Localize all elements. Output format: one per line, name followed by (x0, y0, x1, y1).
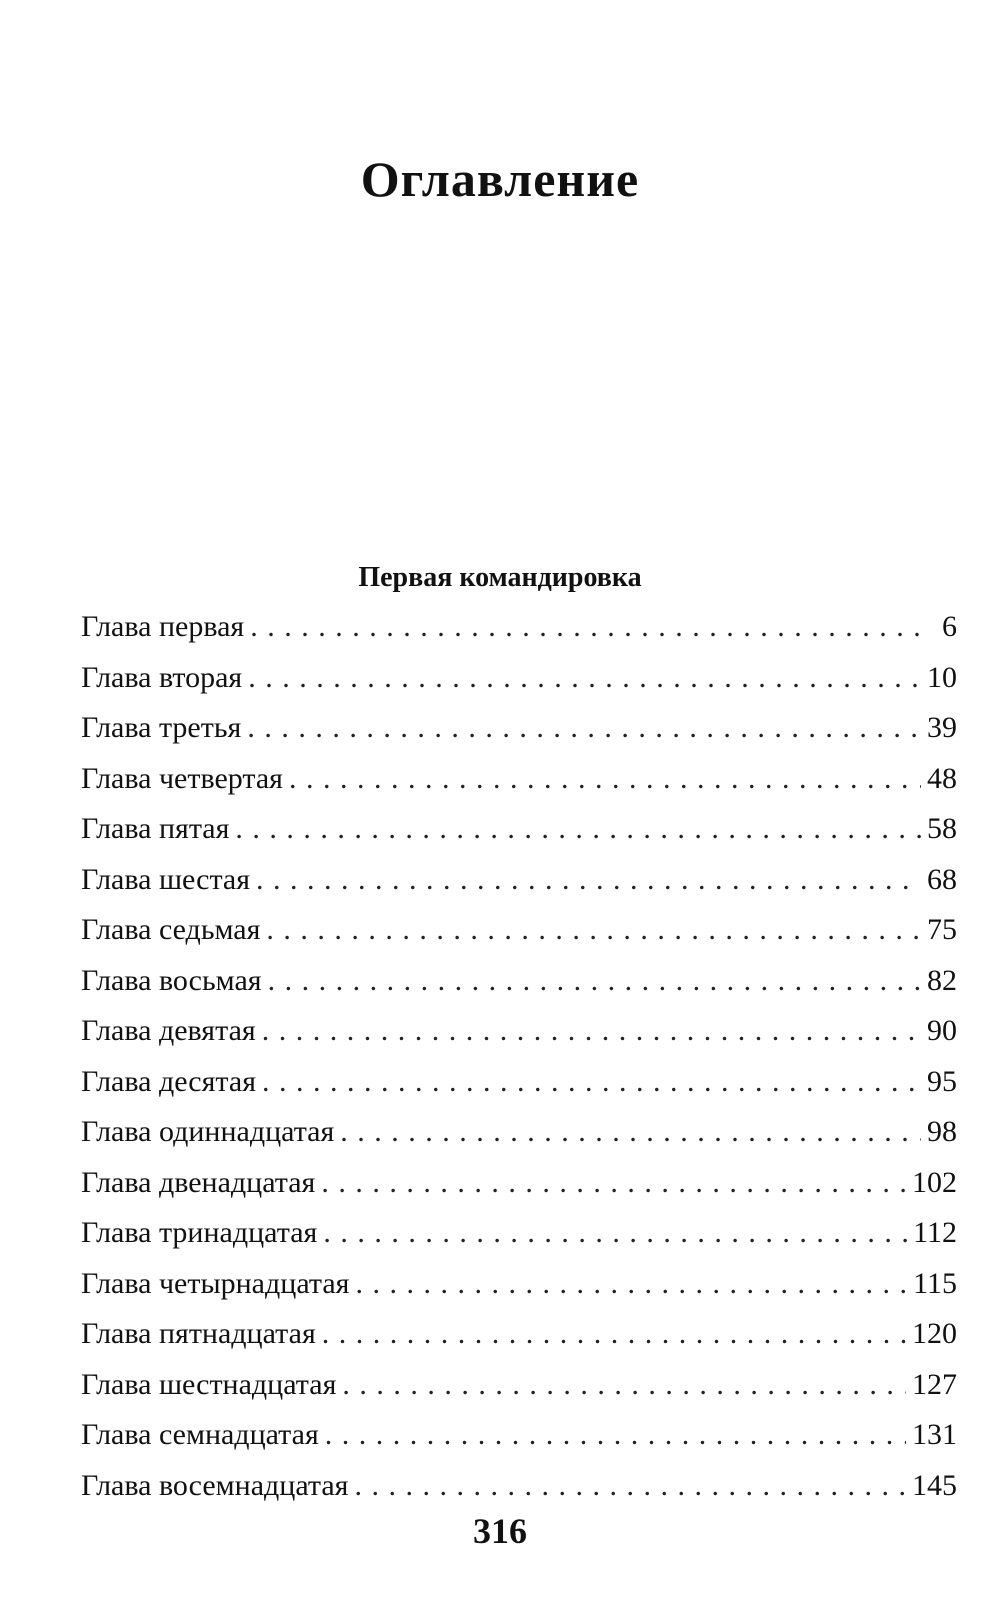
toc-entry-page: 120 (912, 1317, 957, 1350)
toc-entry (81, 762, 957, 813)
toc-entry (81, 1368, 957, 1419)
toc-entry-page: 98 (927, 1115, 957, 1148)
toc-entry-page: 102 (912, 1165, 957, 1199)
toc-entry (81, 1418, 957, 1469)
toc-entry-label: Глава четырнадцатая (81, 1266, 350, 1300)
toc-entry-page: 10 (927, 660, 957, 694)
dot-leader (250, 610, 925, 644)
toc-entry-label: Глава тринадцатая (81, 1216, 318, 1249)
table-of-contents (81, 610, 957, 1519)
toc-entry (81, 913, 957, 964)
toc-entry (81, 1317, 957, 1368)
toc-entry-label: Глава пятнадцатая (81, 1317, 316, 1350)
dot-leader (268, 964, 921, 998)
toc-entry-label: Глава шестнадцатая (81, 1367, 337, 1401)
dot-leader (266, 913, 921, 947)
toc-entry-page: 39 (927, 711, 957, 744)
toc-entry-label: Глава восьмая (81, 963, 262, 997)
toc-entry-page: 48 (927, 761, 957, 795)
toc-entry-page: 112 (913, 1216, 957, 1249)
page-title: Оглавление (360, 151, 640, 207)
dot-leader (256, 863, 921, 897)
toc-entry-page: 58 (927, 812, 957, 845)
toc-entry (81, 1267, 957, 1318)
toc-entry (81, 661, 957, 712)
toc-entry (81, 863, 957, 914)
toc-entry (81, 812, 957, 863)
toc-entry (81, 964, 957, 1015)
toc-entry-page: 90 (927, 1014, 957, 1047)
section-title: Первая командировка (358, 562, 642, 593)
toc-entry (81, 711, 957, 762)
toc-entry (81, 1014, 957, 1065)
dot-leader (342, 1368, 906, 1402)
toc-entry-label: Глава пятая (81, 812, 230, 845)
toc-entry-label: Глава третья (81, 711, 242, 744)
dot-leader (248, 661, 921, 695)
toc-entry (81, 1065, 957, 1116)
toc-entry-label: Глава девятая (81, 1014, 256, 1047)
toc-entry (81, 1115, 957, 1166)
toc-entry-label: Глава двенадцатая (81, 1165, 316, 1199)
dot-leader (235, 812, 921, 846)
toc-entry-label: Глава семнадцатая (81, 1418, 319, 1451)
dot-leader (355, 1267, 907, 1301)
toc-entry-label: Глава седьмая (81, 913, 261, 946)
dot-leader (354, 1469, 906, 1503)
toc-entry-label: Глава десятая (81, 1064, 256, 1098)
dot-leader (322, 1317, 906, 1351)
dot-leader (321, 1166, 906, 1200)
toc-entry-label: Глава одиннадцатая (81, 1115, 335, 1148)
toc-entry-page: 115 (913, 1266, 957, 1300)
toc-entry-page: 95 (927, 1064, 957, 1098)
toc-entry-page: 82 (927, 963, 957, 997)
dot-leader (262, 1065, 921, 1099)
toc-entry (81, 610, 957, 661)
page-number: 316 (473, 1511, 527, 1551)
dot-leader (247, 711, 921, 745)
toc-entry-page: 145 (912, 1468, 957, 1502)
toc-entry (81, 1166, 957, 1217)
toc-entry-label: Глава вторая (81, 660, 243, 694)
toc-entry-page: 68 (927, 862, 957, 896)
toc-entry-page: 131 (912, 1418, 957, 1451)
toc-entry-page: 75 (927, 913, 957, 946)
dot-leader (340, 1115, 921, 1149)
dot-leader (262, 1014, 921, 1048)
dot-leader (325, 1418, 906, 1452)
dot-leader (323, 1216, 907, 1250)
toc-entry-label: Глава первая (81, 610, 245, 643)
toc-entry (81, 1216, 957, 1267)
dot-leader (289, 762, 921, 796)
toc-entry-label: Глава восемнадцатая (81, 1468, 349, 1502)
toc-entry-page: 6 (942, 610, 957, 643)
toc-entry-label: Глава шестая (81, 862, 251, 896)
toc-entry-page: 127 (912, 1367, 957, 1401)
toc-entry-label: Глава четвертая (81, 761, 283, 795)
